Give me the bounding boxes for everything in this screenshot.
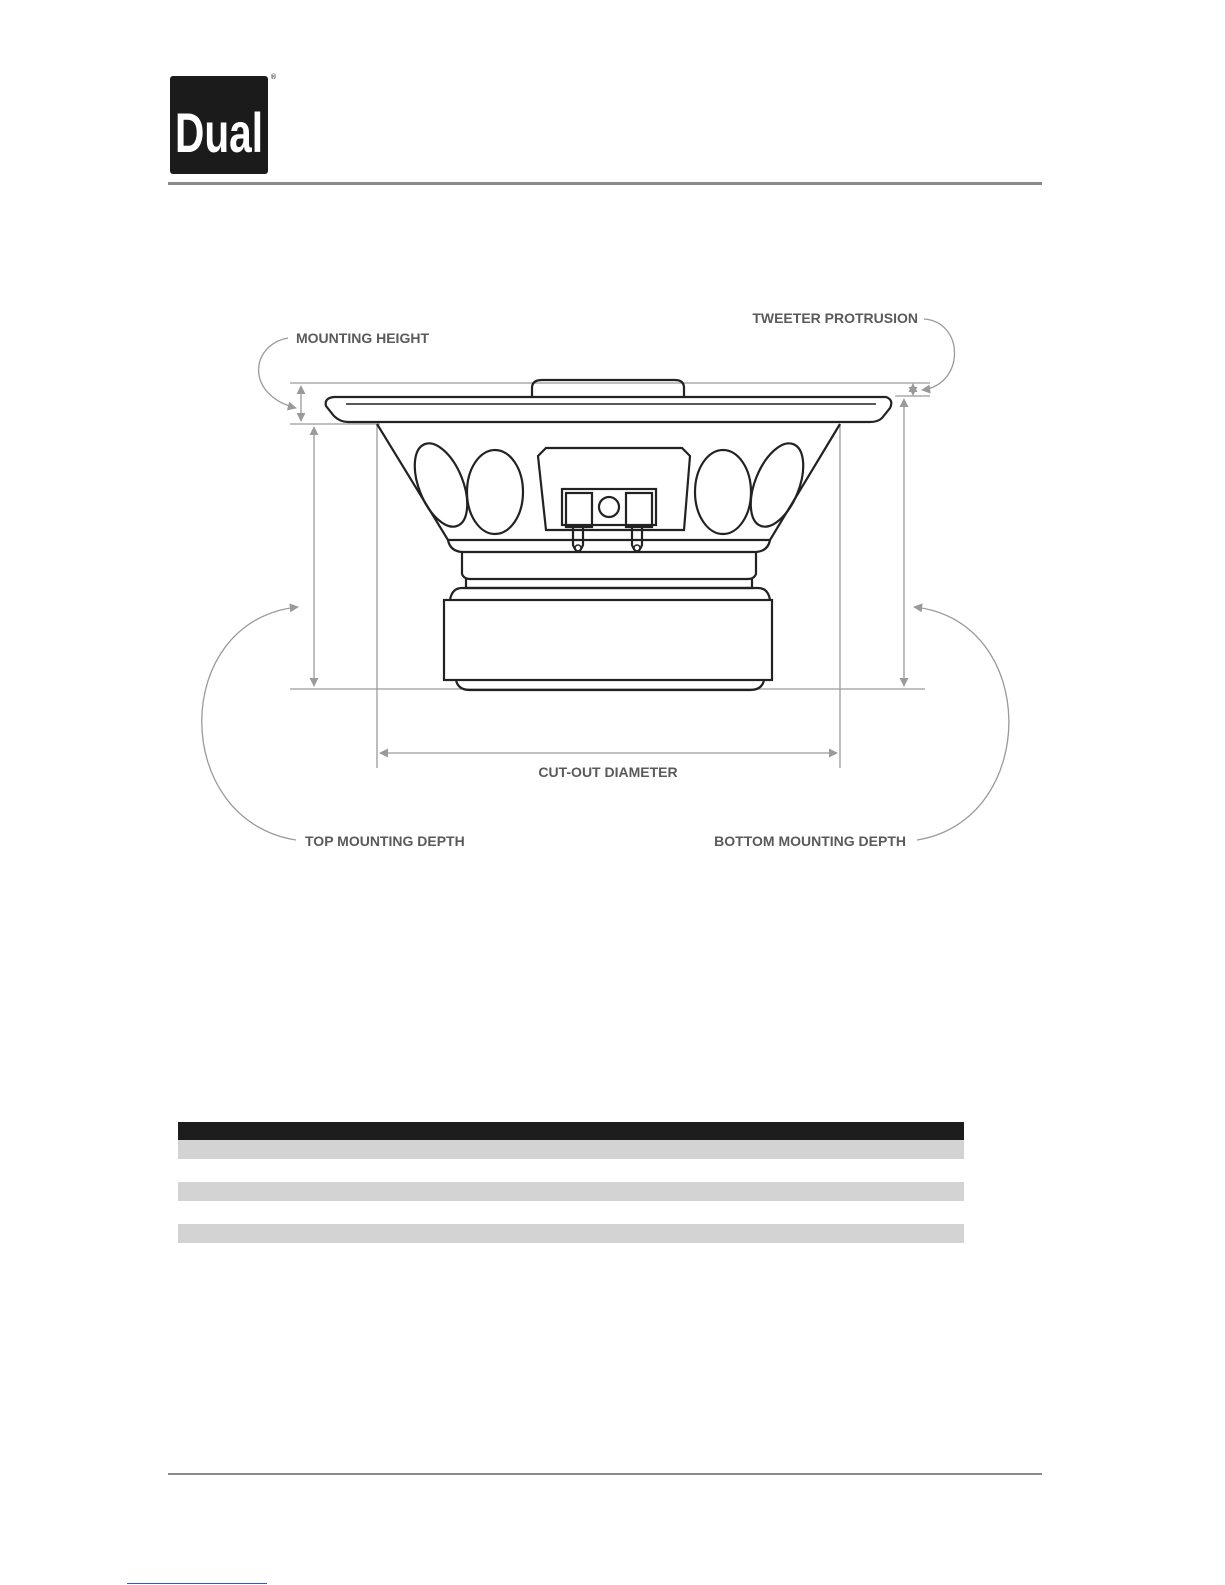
spec-table-row (178, 1201, 964, 1224)
spec-table-row (178, 1224, 964, 1243)
spec-table-row (178, 1182, 964, 1201)
dual-logo-mark (170, 76, 268, 174)
speaker-line-art (326, 380, 892, 690)
dual-logo (170, 76, 268, 174)
speaker-diagram-svg (190, 300, 1040, 860)
spec-table-row (178, 1140, 964, 1159)
footer-rule (168, 1473, 1042, 1475)
header-rule (168, 182, 1042, 185)
spec-table-header (178, 1122, 964, 1140)
label-top-mounting-depth: TOP MOUNTING DEPTH (305, 833, 465, 849)
label-mounting-height: MOUNTING HEIGHT (296, 330, 429, 346)
registered-mark: ® (270, 73, 277, 81)
footer-link-underline (127, 1583, 267, 1584)
spec-table-row (178, 1159, 964, 1182)
speaker-dimension-diagram (190, 300, 1040, 864)
label-cut-out-diameter: CUT-OUT DIAMETER (538, 764, 678, 780)
spec-table (178, 1122, 964, 1243)
label-tweeter-protrusion: TWEETER PROTRUSION (752, 310, 918, 326)
label-bottom-mounting-depth: BOTTOM MOUNTING DEPTH (714, 833, 906, 849)
svg-text:Dual: Dual (175, 101, 263, 164)
